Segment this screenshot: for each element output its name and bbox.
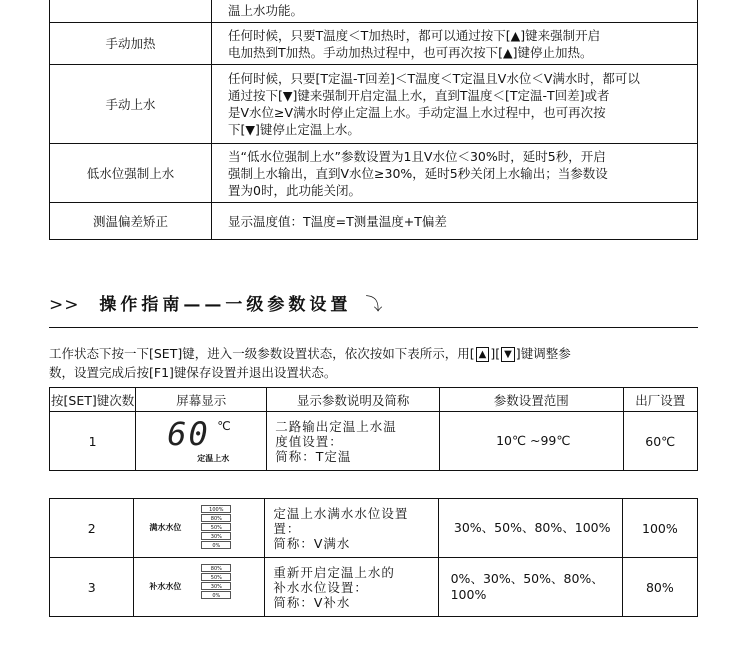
table-row (50, 499, 698, 558)
lcd-caption: 定温上水 (197, 454, 230, 463)
table-row (50, 203, 698, 240)
celsius-unit: ℃ (217, 419, 231, 433)
function-name (50, 0, 212, 23)
param-description: 二路输出定温上水温 度值设置： 简称：T定温 (267, 412, 440, 471)
column-header: 屏幕显示 (136, 388, 267, 412)
function-name: 手动加热 (50, 23, 212, 65)
screen-display (136, 412, 267, 471)
level-cell: 80% (201, 564, 231, 572)
screen-display (134, 558, 265, 617)
parameter-table (49, 387, 698, 471)
press-count: 3 (50, 558, 134, 617)
column-header: 出厂设置 (623, 388, 697, 412)
level-stack (201, 505, 231, 550)
param-range: 30%、50%、80%、100% (438, 499, 622, 558)
press-count: 2 (50, 499, 134, 558)
param-description: 定温上水满水水位设置 置： 简称：V满水 (265, 499, 438, 558)
table-row (50, 0, 698, 23)
factory-default: 60℃ (623, 412, 697, 471)
function-name: 测温偏差矫正 (50, 203, 212, 240)
hook-arrow-icon: ⤵ (365, 295, 383, 315)
function-desc: 显示温度值：T温度=T测量温度+T偏差 (212, 203, 698, 240)
level-cell: 80% (201, 514, 231, 522)
level-cell: 50% (201, 523, 231, 531)
water-level-gauge (135, 559, 263, 615)
gauge-label: 满水水位 (149, 523, 182, 532)
section-title: 操作指南——一级参数设置 (99, 295, 352, 315)
level-cell: 0% (201, 541, 231, 549)
function-desc: 当“低水位强制上水”参数设置为1且V水位＜30%时，延时5秒，开启 强制上水输出，直到V水位≥30%，延时5秒关闭上水输出；当参数设 置为0时，此功能关闭。 (212, 144, 698, 203)
function-desc: 任何时候，只要[T定温-T回差]＜T温度＜T定温且V水位＜V满水时，都可以 通过按下[▼]键来强制开启定温上水，直到T温度＜[T定温-T回差]或者 是V水位≥V满水时停止定温上水。手动定温上水过程中，也可再次按 下[▼]键停止定温上水。 (212, 65, 698, 144)
screen-display (134, 499, 265, 558)
level-cell: 0% (201, 591, 231, 599)
table-row (50, 558, 698, 617)
function-desc: 任何时候，只要T温度＜T加热时，都可以通过按下[▲]键来强制开启 电加热到T加热。手动加热过程中，也可再次按下[▲]键停止加热。 (212, 23, 698, 65)
table-row (50, 23, 698, 65)
param-range: 10℃ ~99℃ (439, 412, 623, 471)
table-header-row (50, 388, 698, 412)
param-range: 0%、30%、50%、80%、100% (438, 558, 622, 617)
level-stack (201, 564, 231, 600)
up-key-icon: ▲ (476, 347, 490, 362)
water-level-gauge (135, 500, 263, 556)
table-row (50, 144, 698, 203)
down-key-icon: ▼ (501, 347, 515, 362)
function-desc: 温上水功能。 (212, 0, 698, 23)
section-heading (49, 290, 382, 315)
level-cell: 30% (201, 532, 231, 540)
function-name: 低水位强制上水 (50, 144, 212, 203)
level-cell: 50% (201, 573, 231, 581)
factory-default: 100% (622, 499, 697, 558)
press-count: 1 (50, 412, 136, 471)
column-header: 显示参数说明及简称 (267, 388, 440, 412)
section-divider (49, 327, 698, 328)
level-cell: 30% (201, 582, 231, 590)
factory-default: 80% (622, 558, 697, 617)
intro-paragraph: 工作状态下按一下[SET]键，进入一级参数设置状态，依次按如下表所示，用[ ▲ ][ ▼ ]键调整参 数，设置完成后按[F1]键保存设置并退出设置状态。 (49, 346, 571, 380)
table-row (50, 65, 698, 144)
level-cell: 100% (201, 505, 231, 513)
parameter-table-continued (49, 498, 698, 617)
lcd-display (137, 413, 265, 469)
lcd-digits: 60 (167, 415, 210, 453)
function-table (49, 0, 698, 240)
function-name: 手动上水 (50, 65, 212, 144)
column-header: 按[SET]键次数 (50, 388, 136, 412)
gauge-label: 补水水位 (149, 582, 182, 591)
param-description: 重新开启定温上水的 补水水位设置： 简称：V补水 (265, 558, 438, 617)
table-row (50, 412, 698, 471)
double-chevron-icon: >> (49, 295, 80, 315)
column-header: 参数设置范围 (439, 388, 623, 412)
